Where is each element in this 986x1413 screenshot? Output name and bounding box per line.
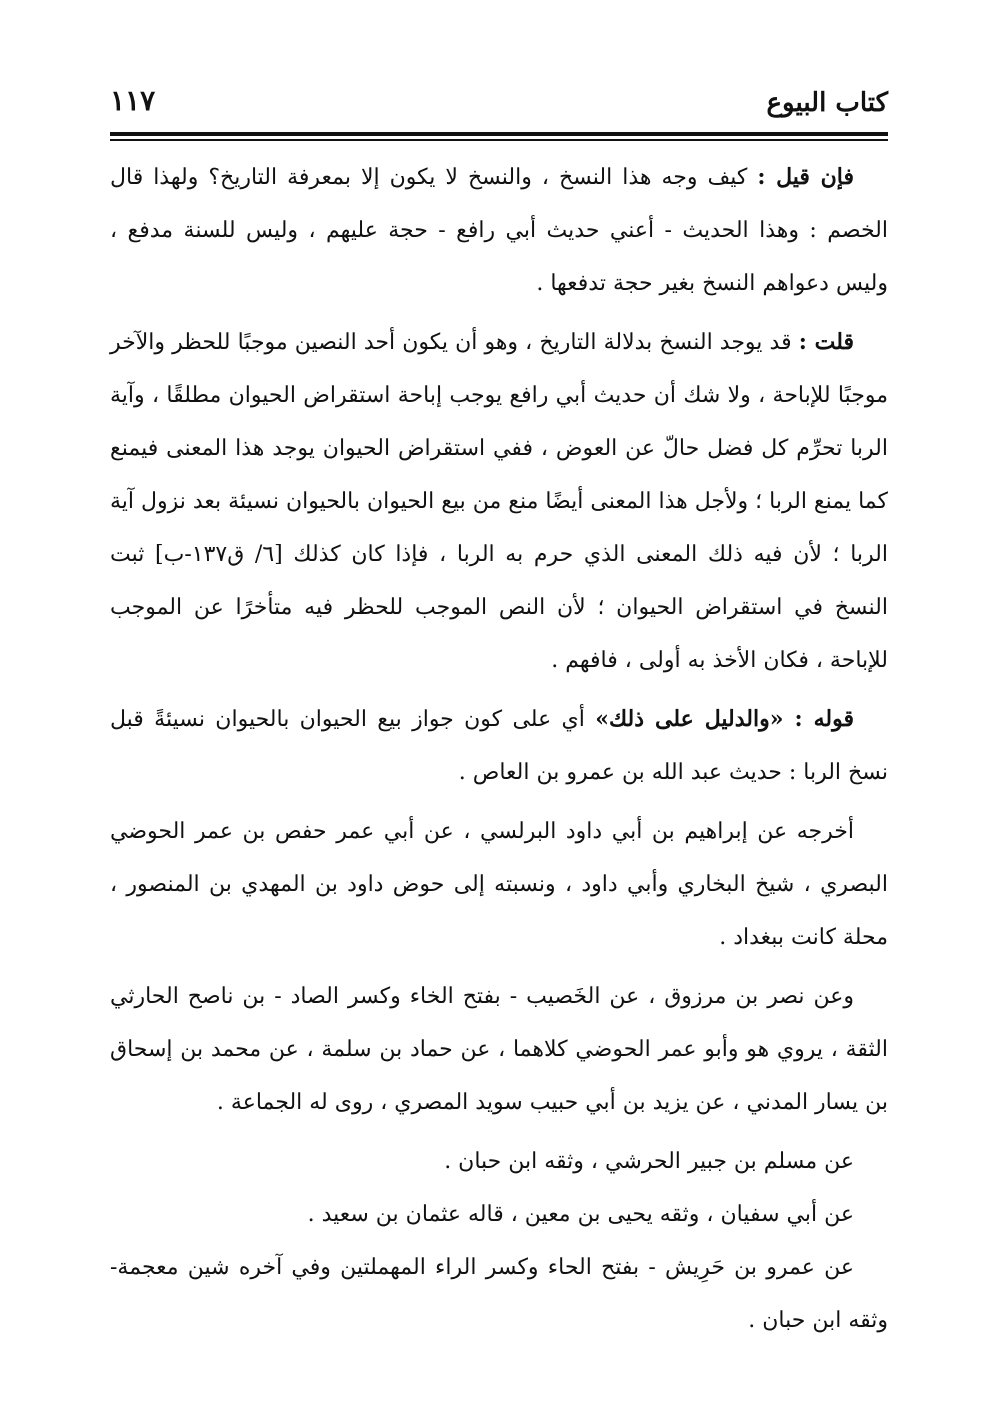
book-page xyxy=(110,78,888,1378)
paragraph-text: وعن نصر بن مرزوق ، عن الخَصيب - بفتح الخاء وكسر الصاد - بن ناصح الحارثي الثقة ، يروي هو وأبو عمر الحوضي كلاهما ، عن حماد بن سلمة ، عن محمد بن إسحاق بن يسار المدني ، عن يزيد بن أبي حبيب سويد المصري ، روى له الجماعة . xyxy=(110,983,888,1115)
header-rule-thin xyxy=(110,139,888,141)
paragraph-text: كيف وجه هذا النسخ ، والنسخ لا يكون إلا بمعرفة التاريخ؟ ولهذا قال الخصم : وهذا الحديث - أعني حديث أبي رافع - حجة عليهم ، وليس للسنة مدفع ، وليس دعواهم النسخ بغير حجة تدفعها . xyxy=(110,164,888,296)
paragraph-final: عن عمرو بن حَرِيش - بفتح الحاء وكسر الراء المهملتين وفي آخره شين معجمة- وثقه ابن حبان . xyxy=(110,1254,888,1333)
paragraph-narration-1 xyxy=(110,805,888,964)
paragraph-lead: قوله : «والدليل على ذلك» xyxy=(595,705,854,732)
chain-line: عن مسلم بن جبير الحرشي ، وثقه ابن حبان . xyxy=(444,1148,854,1174)
paragraph-narration-2 xyxy=(110,970,888,1129)
paragraph-text: أي على كون جواز بيع الحيوان بالحيوان نسيئةً قبل نسخ الربا : حديث عبد الله بن عمرو بن العاص . xyxy=(110,706,888,785)
page-header xyxy=(110,78,888,132)
paragraph-lead: قلت : xyxy=(798,328,854,355)
paragraph-quote xyxy=(110,693,888,799)
paragraph-text: قد يوجد النسخ بدلالة التاريخ ، وهو أن يكون أحد النصين موجبًا للحظر والآخر موجبًا للإباحة ، ولا شك أن حديث أبي رافع يوجب إباحة استقراض الحيوان مطلقًا ، وآية الربا تحرِّم كل فضل حالّ عن العوض ، ففي استقراض الحيوان يوجد هذا المعنى فيمنع كما يمنع الربا ؛ ولأجل هذا المعنى أيضًا منع من بيع الحيوان بالحيوان نسيئة بعد نزول آية الربا ؛ لأن فيه ذلك المعنى الذي حرم به الربا ، فإذا كان كذلك [٦/ ق١٣٧-ب] ثبت النسخ في استقراض الحيوان ؛ لأن النص الموجب للحظر فيه متأخرًا عن الموجب للإباحة ، فكان الأخذ به أولى ، فافهم . xyxy=(109,329,888,673)
page-number: ١١٧ xyxy=(110,84,156,117)
running-title: كتاب البيوع xyxy=(766,88,888,118)
paragraph-objection xyxy=(110,151,888,310)
header-rule-thick xyxy=(110,132,888,136)
chain-line: عن أبي سفيان ، وثقه يحيى بن معين ، قاله عثمان بن سعيد . xyxy=(307,1201,854,1227)
paragraph-reply xyxy=(110,316,888,687)
page-body xyxy=(110,151,888,1347)
paragraph-text: أخرجه عن إبراهيم بن أبي داود البرلسي ، عن أبي عمر حفص بن عمر الحوضي البصري ، شيخ البخاري وأبي داود ، ونسبته إلى حوض داود بن المهدي بن المنصور ، محلة كانت ببغداد . xyxy=(110,818,888,950)
paragraph-lead: فإن قيل : xyxy=(757,163,854,190)
